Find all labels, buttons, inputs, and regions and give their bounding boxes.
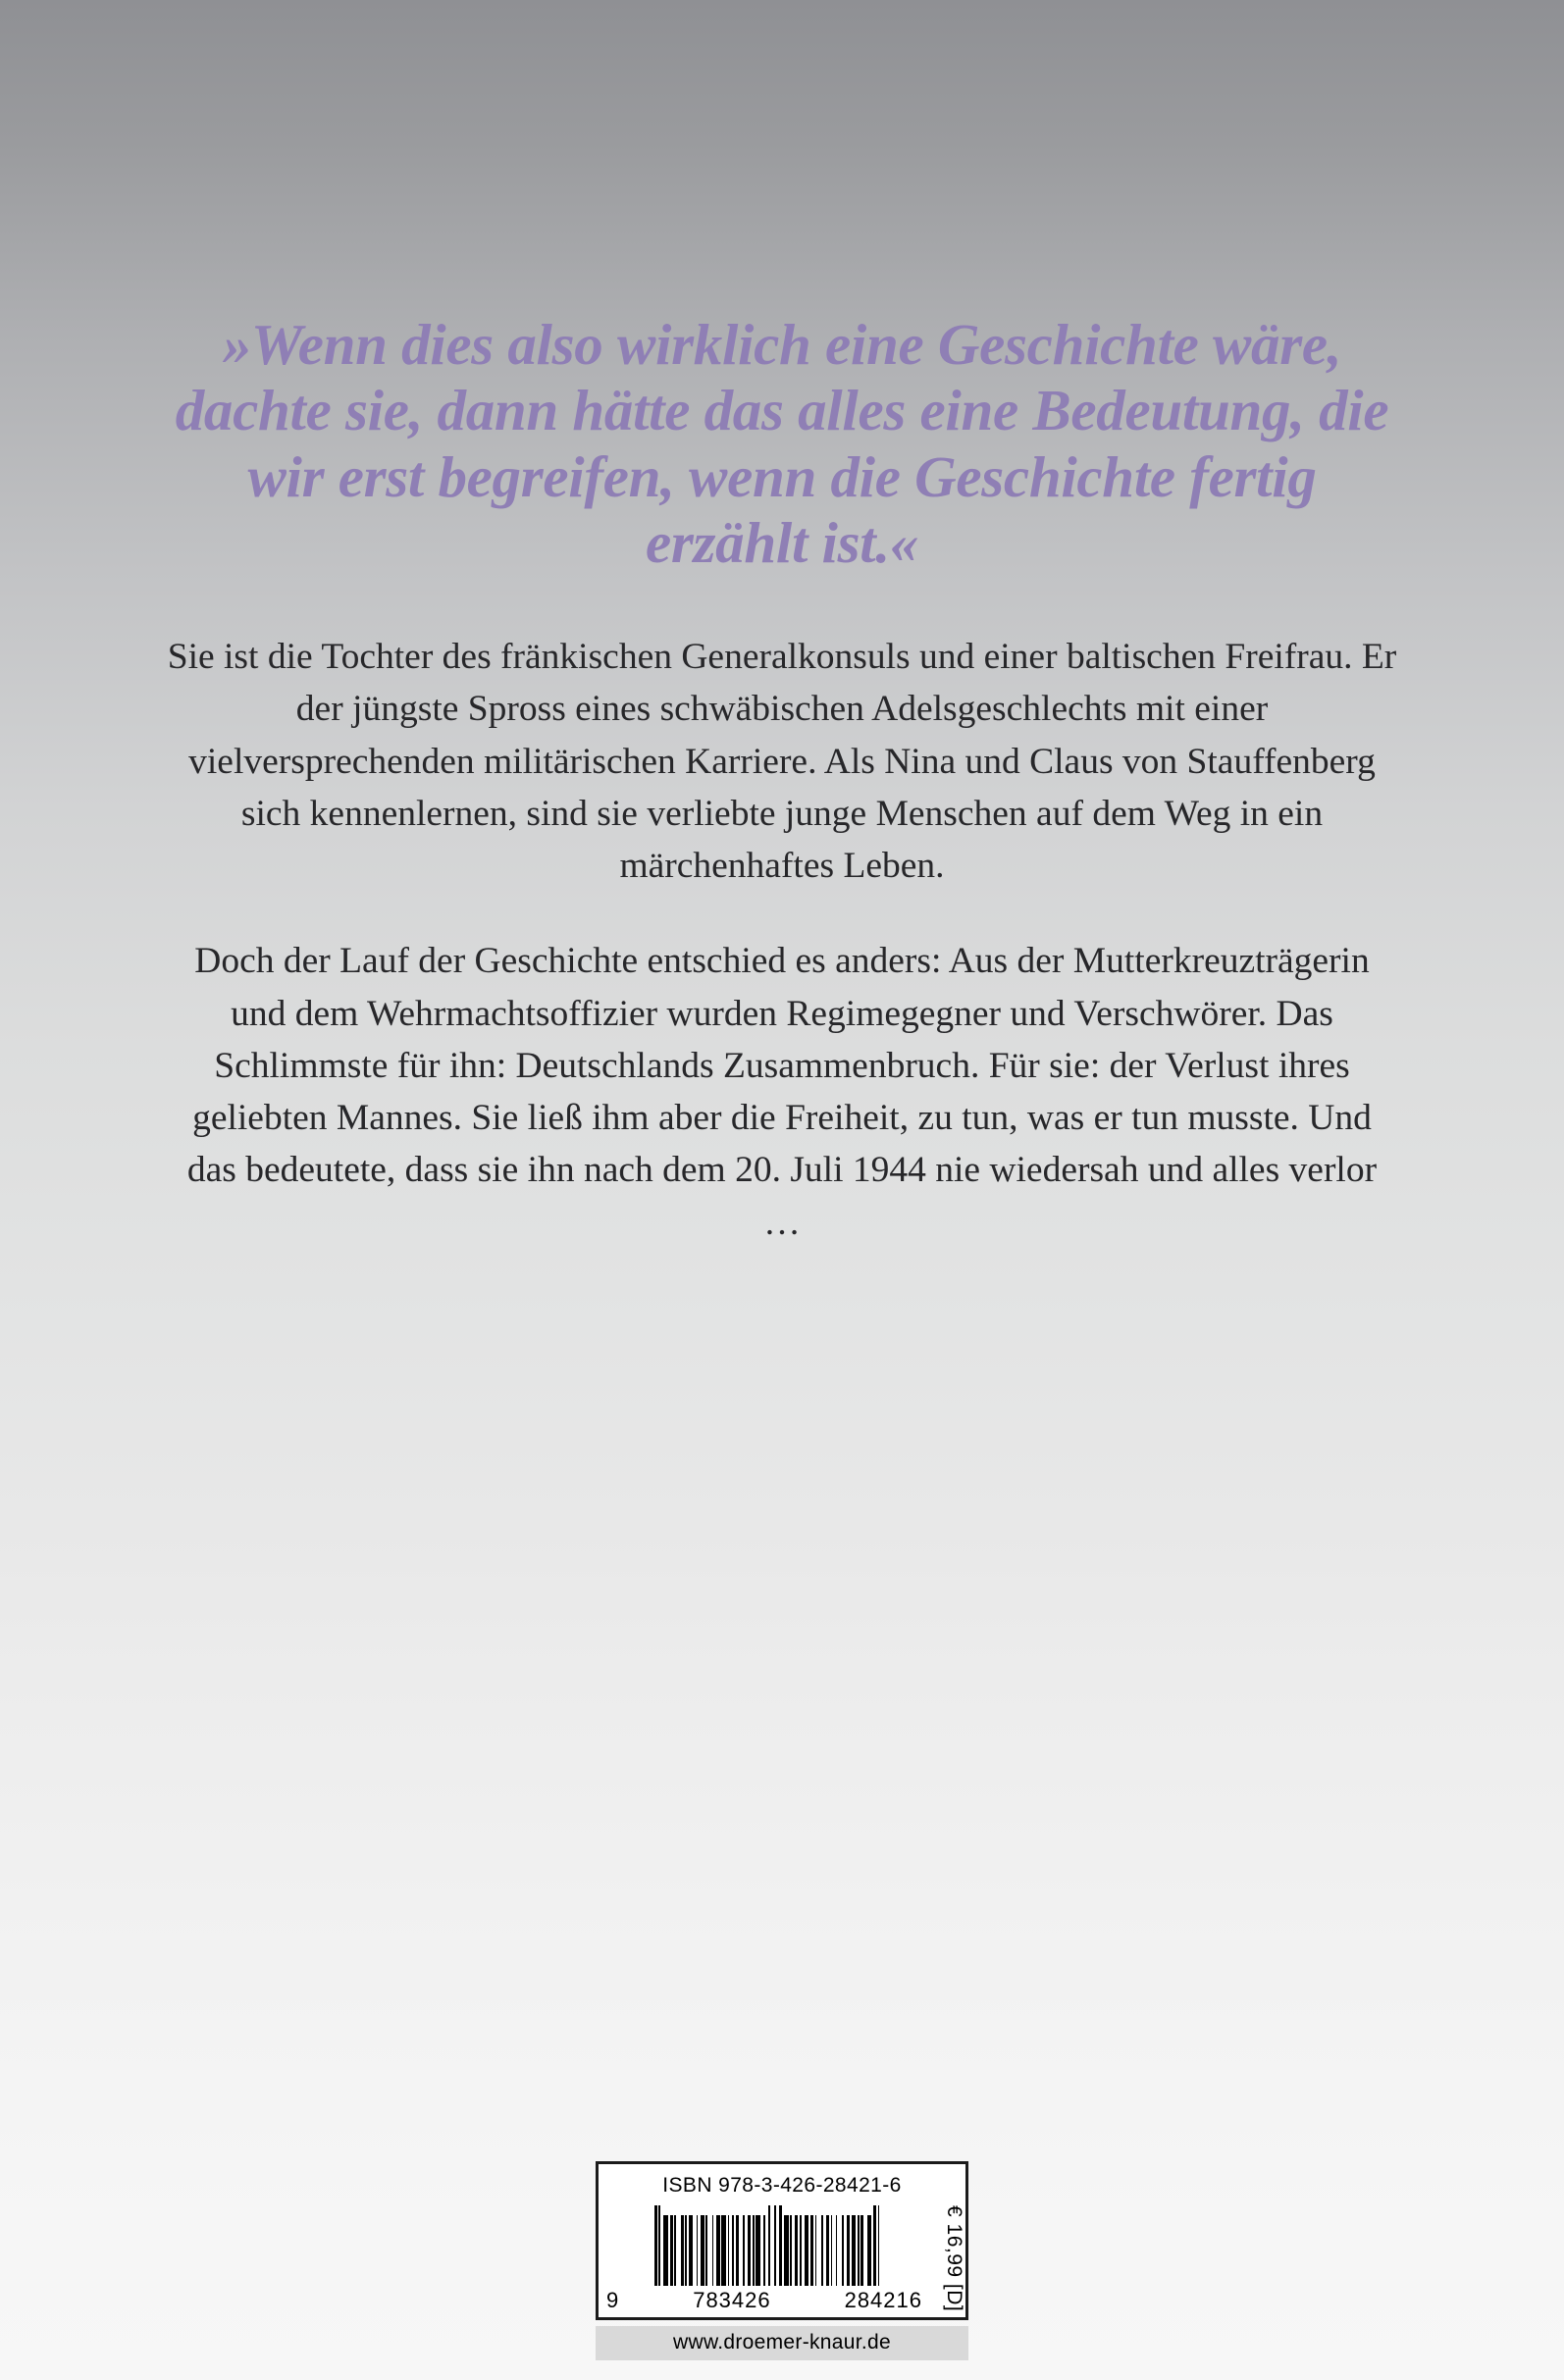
barcode-graphic-wrapper xyxy=(599,2205,965,2313)
blurb-paragraph-2: Doch der Lauf der Geschichte entschied es anders: Aus der Mutterkreuzträgerin und dem Wehrmachtsoffizier wurden Regimegegner und Verschwörer. Das Schlimmste für ihn: Deutschlands Zusammenbruch. Für sie: der Verlust ihres geliebten Mannes. Sie ließ ihm aber die Freiheit, zu tun, was er tun musste. Und das bedeutete, dass sie ihn nach dem 20. Juli 1944 nie wiedersah und alles verlor … xyxy=(186,941,1378,1243)
ean-bars xyxy=(654,2205,883,2286)
barcode-digits xyxy=(599,2286,936,2313)
publisher-website[interactable]: www.droemer-knaur.de xyxy=(596,2326,968,2360)
ean-digit-left: 9 xyxy=(606,2288,620,2312)
ean-digit-group-1: 783426 xyxy=(693,2288,771,2312)
blurb-paragraph-1: Sie ist die Tochter des fränkischen Generalkonsuls und einer baltischen Freifrau. Er der jüngste Spross eines schwäbischen Adelsgeschlechts mit einer vielversprechenden militärischen Karriere. Als Nina und Claus von Stauffenberg sich kennenlernen, sind sie verliebte junge Menschen auf dem Weg in ein märchenhaftes Leben. xyxy=(167,637,1397,886)
barcode-bars xyxy=(599,2205,936,2286)
ean-digit-group-2: 284216 xyxy=(844,2288,922,2312)
price-label: € 16,99 [D] xyxy=(943,2204,965,2311)
pull-quote: »Wenn dies also wirklich eine Geschichte wäre, dachte sie, dann hätte das alles eine Bedeutung, die wir erst begreifen, wenn die Geschichte fertig erzählt ist.« xyxy=(175,312,1389,575)
barcode-area xyxy=(596,2161,968,2360)
isbn-box xyxy=(596,2161,968,2320)
isbn-label: ISBN 978-3-426-28421-6 xyxy=(662,2173,902,2197)
